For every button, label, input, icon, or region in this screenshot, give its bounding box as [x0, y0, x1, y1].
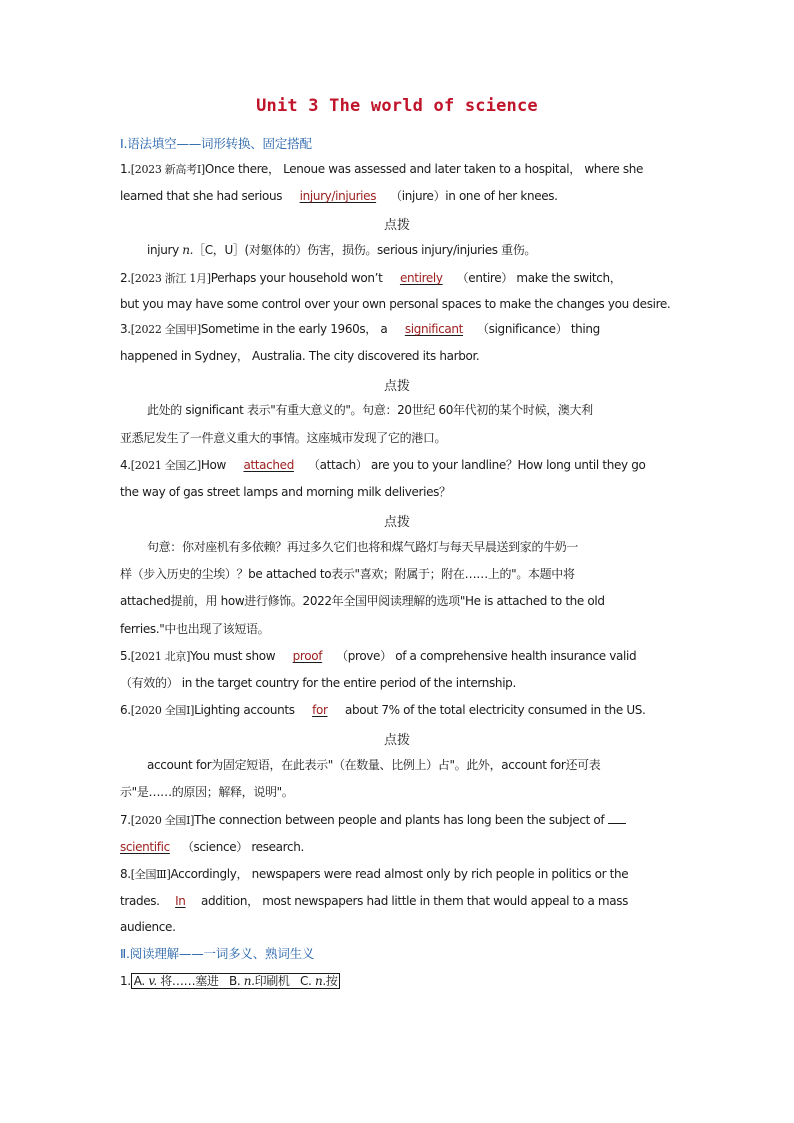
tip-text: 此处的 significant 表示"有重大意义的"。句意：20世纪 60年代初的某个时候，澳大利: [147, 403, 593, 417]
question-8-line-3: audience.: [120, 920, 176, 934]
answer-blank: injury/injuries: [299, 189, 377, 203]
question-5: [120, 648, 676, 665]
tip-text: [147, 242, 675, 258]
question-number: 5.: [120, 649, 131, 663]
tip-label: 点拨: [383, 733, 410, 748]
question-number: 1.: [120, 974, 131, 988]
option-a-label: A.: [133, 974, 149, 988]
option-c-label: C.: [299, 974, 315, 988]
question-8: [120, 866, 676, 883]
page-title: Unit 3 The world of science: [256, 96, 538, 116]
question-1: [120, 161, 676, 178]
tip-text: 样（步入历史的尘埃）？be attached to表示"喜欢；附属于；附在……上的"。本题中将: [120, 567, 575, 581]
tip-label: 点拨: [383, 218, 410, 233]
question-number: 1.: [120, 162, 131, 176]
tip-text: account for为固定短语，在此表示"（在数量、比例上）占"。此外，account for还可表: [147, 758, 601, 772]
tip-label: 点拨: [383, 515, 410, 530]
answer-blank: for: [312, 703, 328, 717]
question-text: addition， most newspapers had little in them that would appeal to a mass: [197, 894, 629, 908]
question-source: [2022 全国甲]: [130, 323, 201, 336]
question-number: 8.: [120, 867, 131, 881]
question-3: [120, 321, 676, 338]
question-number: 4.: [120, 458, 131, 472]
question-number: 2.: [120, 271, 131, 285]
option-a-pos: v.: [148, 974, 157, 988]
tip-text: 句意：你对座机有多依赖？再过多久它们也将和煤气路灯与每天早晨送到家的牛奶一: [147, 540, 579, 554]
answer-blank: proof: [292, 649, 323, 663]
reading-question-1: [120, 973, 676, 989]
question-text: about 7% of the total electricity consumed in the US.: [341, 703, 646, 717]
question-4-line-2: the way of gas street lamps and morning milk deliveries？: [120, 485, 451, 499]
question-source: [2023 浙江 1月]: [130, 272, 211, 285]
tip-text: 示"是……的原因；解释，说明"。: [120, 785, 294, 799]
question-source: [2023 新高考Ⅰ]: [130, 163, 205, 176]
question-source: [2021 北京]: [130, 650, 191, 663]
question-source: [2021 全国乙]: [130, 459, 201, 472]
question-text: Lighting accounts: [194, 703, 299, 717]
option-b-pos: n.: [243, 974, 255, 988]
question-7-line-2: [120, 839, 676, 855]
question-text: Sometime in the early 1960s， a: [200, 322, 391, 336]
question-text: （prove） of a comprehensive health insurance valid: [336, 649, 637, 663]
option-b-text: 印刷机: [254, 974, 290, 988]
question-text: （entire） make the switch，: [456, 271, 622, 285]
question-4: [120, 457, 676, 474]
answer-blank-underline: [608, 811, 626, 824]
option-c-pos: n.: [314, 974, 326, 988]
option-b-label: B.: [228, 974, 244, 988]
answer-blank: In: [175, 894, 186, 908]
answer-blank: attached: [243, 458, 294, 472]
tip-explanation: ［C，U］(对躯体的）伤害，损伤。serious injury/injuries 重伤。: [193, 243, 537, 257]
question-number: 7.: [120, 813, 131, 827]
tip-pos: n.: [182, 243, 194, 257]
option-a-text: 将……塞进: [160, 974, 219, 988]
section-heading-reading: Ⅱ.阅读理解——一词多义、熟词生义: [120, 946, 315, 961]
question-3-line-2: happened in Sydney， Australia. The city discovered its harbor.: [120, 349, 480, 363]
answer-blank: scientific: [120, 840, 170, 854]
question-text: The connection between people and plants has long been the subject of: [194, 813, 605, 827]
question-1-line-2: [120, 188, 676, 204]
tip-text: attached提前，用 how进行修饰。2022年全国甲阅读理解的选项"He is attached to the old: [120, 594, 605, 608]
question-8-line-2: [120, 893, 676, 909]
question-2-line-2: but you may have some control over your own personal spaces to make the changes you desire.: [120, 297, 671, 311]
question-source: [全国Ⅲ]: [130, 868, 171, 881]
question-number: 6.: [120, 703, 131, 717]
answer-blank: entirely: [399, 271, 443, 285]
question-6: [120, 702, 676, 719]
question-text: learned that she had serious: [120, 189, 286, 203]
question-text: （injure）in one of her knees.: [390, 189, 558, 203]
question-number: 3.: [120, 322, 131, 336]
answer-blank: significant: [404, 322, 464, 336]
question-source: [2020 全国Ⅰ]: [130, 814, 195, 827]
tip-text: 亚悉尼发生了一件意义重大的事情。这座城市发现了它的港口。: [120, 431, 447, 445]
section-heading-grammar: Ⅰ.语法填空——词形转换、固定搭配: [120, 136, 312, 151]
tip-label: 点拨: [383, 379, 410, 394]
question-5-line-2: （有效的） in the target country for the entire period of the internship.: [120, 676, 516, 690]
question-text: （significance） thing: [477, 322, 600, 336]
question-text: （attach） are you to your landline？How long until they go: [307, 458, 646, 472]
options-box: [131, 973, 341, 989]
question-text: （science） research.: [181, 840, 304, 854]
tip-text: ferries."中也出现了该短语。: [120, 622, 270, 636]
question-text: You must show: [190, 649, 279, 663]
tip-word: injury: [147, 243, 183, 257]
question-text: trades.: [120, 894, 164, 908]
question-text: Accordingly， newspapers were read almost only by rich people in politics or the: [170, 867, 629, 881]
question-7: [120, 811, 676, 829]
option-c-text: 按: [325, 974, 338, 988]
question-text: Once there， Lenoue was assessed and later taken to a hospital， where she: [204, 162, 644, 176]
question-2: [120, 270, 676, 287]
question-source: [2020 全国Ⅰ]: [130, 704, 195, 717]
question-text: Perhaps your household won’t: [210, 271, 386, 285]
question-text: How: [200, 458, 230, 472]
